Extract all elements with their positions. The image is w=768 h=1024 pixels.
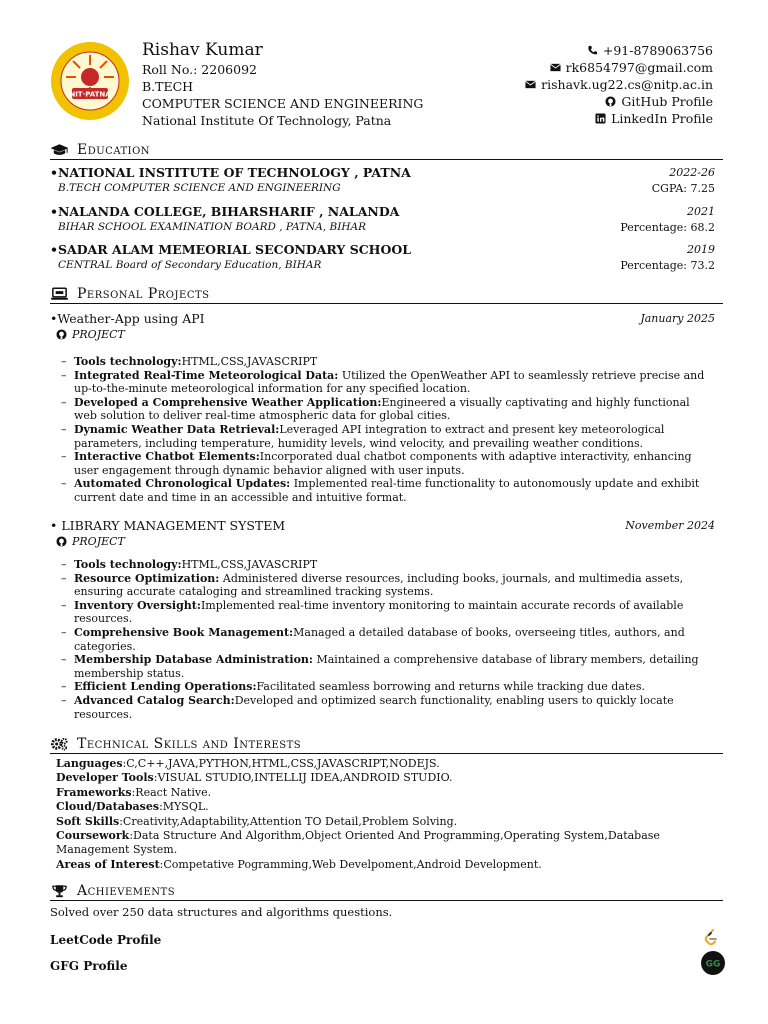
project-link-label: PROJECT: [72, 535, 125, 548]
bullet-text: Administered diverse resources, including books, journals, and multimedia assets, ensuring accurate cataloging and streamlined tracking systems.: [74, 571, 684, 599]
roll-number: Roll No.: 2206092: [142, 62, 257, 77]
gears-icon: [50, 737, 69, 751]
skills-heading: Technical Skills and Interests: [77, 736, 302, 752]
skill-row: [56, 757, 716, 771]
education-item: [50, 165, 715, 196]
projects-heading: Personal Projects: [77, 286, 210, 302]
trophy-icon: [50, 884, 69, 898]
skill-key: Cloud/Databases: [56, 800, 160, 814]
github-icon: [56, 536, 67, 547]
envelope-icon: [550, 62, 561, 73]
list-item: – Tools technology:HTML,CSS,JAVASCRIPT: [61, 355, 318, 368]
project-date: January 2025: [640, 312, 715, 325]
skill-value: :MYSQL.: [159, 800, 209, 814]
edu-detail: B.TECH COMPUTER SCIENCE AND ENGINEERING: [58, 182, 341, 194]
edu-grade: Percentage: 73.2: [620, 259, 715, 272]
school-name: •SADAR ALAM MEMEORIAL SECONDARY SCHOOL: [50, 242, 412, 257]
project-name: •Weather-App using API: [50, 311, 205, 326]
email-row-1[interactable]: [525, 59, 713, 76]
list-item: – Advanced Catalog Search:Developed and optimized search functionality, enabling users to quickly locate resources.: [61, 693, 674, 721]
gfg-label: GFG Profile: [50, 959, 128, 973]
project-bullets: [61, 355, 714, 505]
skill-key: Areas of Interest: [56, 857, 160, 871]
achievement-text: Solved over 250 data structures and algorithms questions.: [50, 905, 393, 919]
list-item: – Integrated Real-Time Meteorological Data: Utilized the OpenWeather API to seamlessly retrieve precise and up-to-the-minute meteorological information for any specified location.: [61, 368, 705, 396]
skill-row: [56, 771, 716, 785]
list-item: – Comprehensive Book Management:Managed a detailed database of books, overseeing titles, authors, and categories.: [61, 625, 685, 653]
bullet-key: Integrated Real-Time Meteorological Data:: [74, 368, 339, 382]
leetcode-profile-link[interactable]: [50, 933, 725, 947]
bullet-key: Membership Database Administration:: [74, 653, 313, 667]
envelope-icon: [525, 79, 536, 90]
project-weather-app: [50, 311, 715, 342]
logo-text: NIT·PATNA: [69, 90, 111, 99]
section-skills: [50, 736, 723, 754]
bullet-key: Advanced Catalog Search:: [74, 693, 235, 707]
list-item: – Developed a Comprehensive Weather Application:Engineered a visually captivating and highly functional web solution to deliver real-time atmospheric data for global cities.: [61, 395, 690, 423]
list-item: – Membership Database Administration: Maintained a comprehensive database of library members, detailing membership status.: [61, 653, 699, 680]
project-link-label: PROJECT: [72, 328, 125, 341]
gfg-profile-link[interactable]: [50, 959, 725, 973]
bullet-key: Inventory Oversight:: [74, 598, 201, 612]
email-college: rishavk.ug22.cs@nitp.ac.in: [541, 77, 713, 92]
branch: COMPUTER SCIENCE AND ENGINEERING: [142, 96, 424, 111]
project-link[interactable]: [50, 327, 715, 342]
project-name: • LIBRARY MANAGEMENT SYSTEM: [50, 518, 286, 533]
institute: National Institute Of Technology, Patna: [142, 113, 392, 128]
bullet-key: Tools technology:: [74, 558, 182, 571]
bullet-key: Interactive Chatbot Elements:: [74, 450, 260, 464]
section-projects: [50, 286, 723, 304]
bullet-text: Implemented real-time inventory monitoring to maintain accurate records of available resources.: [74, 598, 684, 626]
laptop-icon: [50, 287, 69, 301]
skill-row: [56, 800, 716, 814]
gfg-logo-text: GG: [705, 959, 721, 970]
achievements-heading: Achievements: [77, 883, 176, 899]
bullet-key: Tools technology:: [74, 355, 182, 368]
leetcode-icon: [703, 929, 719, 947]
section-education: [50, 142, 723, 160]
project-library-management: [50, 518, 715, 549]
project-link[interactable]: [50, 534, 715, 549]
edu-date: 2019: [687, 243, 715, 256]
skills-list: [56, 757, 716, 872]
edu-detail: BIHAR SCHOOL EXAMINATION BOARD , PATNA, BIHAR: [58, 221, 366, 233]
github-link[interactable]: [525, 93, 713, 110]
skill-value: :Creativity,Adaptability,Attention TO Detail,Problem Solving.: [119, 814, 458, 828]
bullet-text: Incorporated dual chatbot components with adaptive interactivity, enhancing user engagement through dynamic behavior aligned with user inputs.: [74, 450, 692, 477]
skill-row: [56, 786, 716, 800]
bullet-text: Leveraged API integration to extract and present key meteorological parameters, including temperature, humidity levels, wind velocity, and prevailing weather conditions.: [74, 422, 665, 450]
bullet-key: Dynamic Weather Data Retrieval:: [74, 422, 280, 436]
bullet-key: Efficient Lending Operations:: [74, 680, 257, 694]
skill-value: :Data Structure And Algorithm,Object Oriented And Programming,Operating System,Database Management System.: [56, 829, 660, 857]
education-heading: Education: [77, 142, 151, 158]
edu-grade: CGPA: 7.25: [651, 182, 715, 195]
list-item: – Dynamic Weather Data Retrieval:Leveraged API integration to extract and present key meteorological parameters, including temperature, humidity levels, wind velocity, and prevailing weather conditions.: [61, 422, 665, 450]
bullet-key: Resource Optimization:: [74, 571, 220, 585]
bullet-text: Developed and optimized search functionality, enabling users to quickly locate resources.: [74, 693, 674, 721]
school-name: •NATIONAL INSTITUTE OF TECHNOLOGY , PATNA: [50, 165, 411, 180]
project-date: November 2024: [625, 519, 715, 532]
list-item: – Interactive Chatbot Elements:Incorporated dual chatbot components with adaptive interactivity, enhancing user engagement through dynamic behavior aligned with user inputs.: [61, 450, 692, 477]
list-item: – Efficient Lending Operations:Facilitated seamless borrowing and returns while tracking due dates.: [61, 680, 645, 694]
education-item: [50, 242, 715, 273]
gfg-icon: [701, 951, 725, 975]
skill-value: :VISUAL STUDIO,INTELLIJ IDEA,ANDROID STUDIO.: [153, 771, 453, 785]
skill-key: Frameworks: [56, 785, 132, 799]
bullet-text: HTML,CSS,JAVASCRIPT: [181, 355, 318, 368]
skill-row: [56, 815, 716, 829]
edu-date: 2021: [687, 205, 715, 218]
education-item: [50, 204, 715, 235]
bullet-key: Automated Chronological Updates:: [74, 477, 291, 491]
phone-row[interactable]: [525, 42, 713, 59]
email-row-2[interactable]: [525, 76, 713, 93]
linkedin-link[interactable]: [525, 110, 713, 127]
bullet-text: Facilitated seamless borrowing and returns while tracking due dates.: [256, 680, 645, 694]
edu-grade: Percentage: 68.2: [620, 221, 715, 234]
skill-key: Developer Tools: [56, 771, 154, 785]
linkedin-icon: [595, 113, 606, 124]
bullet-key: Comprehensive Book Management:: [74, 625, 294, 639]
skill-key: Coursework: [56, 829, 130, 843]
school-name: •NALANDA COLLEGE, BIHARSHARIF , NALANDA: [50, 204, 400, 219]
skill-value: :Competative Pogramming,Web Develpoment,Android Development.: [159, 857, 542, 871]
bullet-text: Utilized the OpenWeather API to seamlessly retrieve precise and up-to-the-minute meteorological information for any specified location.: [74, 368, 705, 396]
list-item: – Inventory Oversight:Implemented real-time inventory monitoring to maintain accurate records of available resources.: [61, 598, 684, 626]
skill-value: :React Native.: [131, 785, 212, 799]
header-contacts: [525, 42, 713, 127]
bullet-text: Maintained a comprehensive database of library members, detailing membership status.: [74, 653, 699, 680]
section-achievements: [50, 883, 723, 901]
edu-date: 2022-26: [669, 166, 715, 179]
list-item: – Automated Chronological Updates: Implemented real-time functionality to autonomously update and exhibit current date and time in an accessible and intuitive format.: [61, 477, 700, 504]
github-label: GitHub Profile: [621, 94, 713, 109]
degree: B.TECH: [142, 79, 194, 94]
github-icon: [605, 96, 616, 107]
edu-detail: CENTRAL Board of Secondary Education, BIHAR: [58, 259, 322, 271]
leetcode-label: LeetCode Profile: [50, 933, 162, 947]
email-personal: rk6854797@gmail.com: [565, 60, 713, 75]
skill-value: :C,C++,JAVA,PYTHON,HTML,CSS,JAVASCRIPT,NODEJS.: [122, 757, 440, 770]
bullet-key: Developed a Comprehensive Weather Application:: [74, 395, 382, 409]
bullet-text: Engineered a visually captivating and highly functional web solution to deliver real-time atmospheric data for global cities.: [74, 395, 690, 423]
list-item: – Tools technology:HTML,CSS,JAVASCRIPT: [61, 558, 318, 571]
skill-key: Languages: [56, 757, 123, 770]
graduation-cap-icon: [50, 143, 69, 157]
bullet-text: HTML,CSS,JAVASCRIPT: [181, 558, 318, 571]
list-item: – Resource Optimization: Administered diverse resources, including books, journals, and multimedia assets, ensuring accurate cataloging and streamlined tracking systems.: [61, 571, 684, 599]
github-icon: [56, 329, 67, 340]
candidate-name: Rishav Kumar: [142, 40, 263, 60]
project-bullets: [61, 558, 714, 721]
bullet-text: Implemented real-time functionality to autonomously update and exhibit current date and time in an accessible and intuitive format.: [74, 477, 700, 504]
nit-patna-logo: [50, 41, 130, 121]
skill-row: [56, 829, 716, 858]
skill-row: [56, 858, 716, 872]
skill-key: Soft Skills: [56, 814, 120, 828]
phone-number: +91-8789063756: [602, 43, 713, 58]
header-left: [142, 40, 423, 129]
bullet-text: Managed a detailed database of books, overseeing titles, authors, and categories.: [74, 625, 685, 653]
phone-icon: [587, 45, 598, 56]
linkedin-label: LinkedIn Profile: [611, 111, 713, 126]
